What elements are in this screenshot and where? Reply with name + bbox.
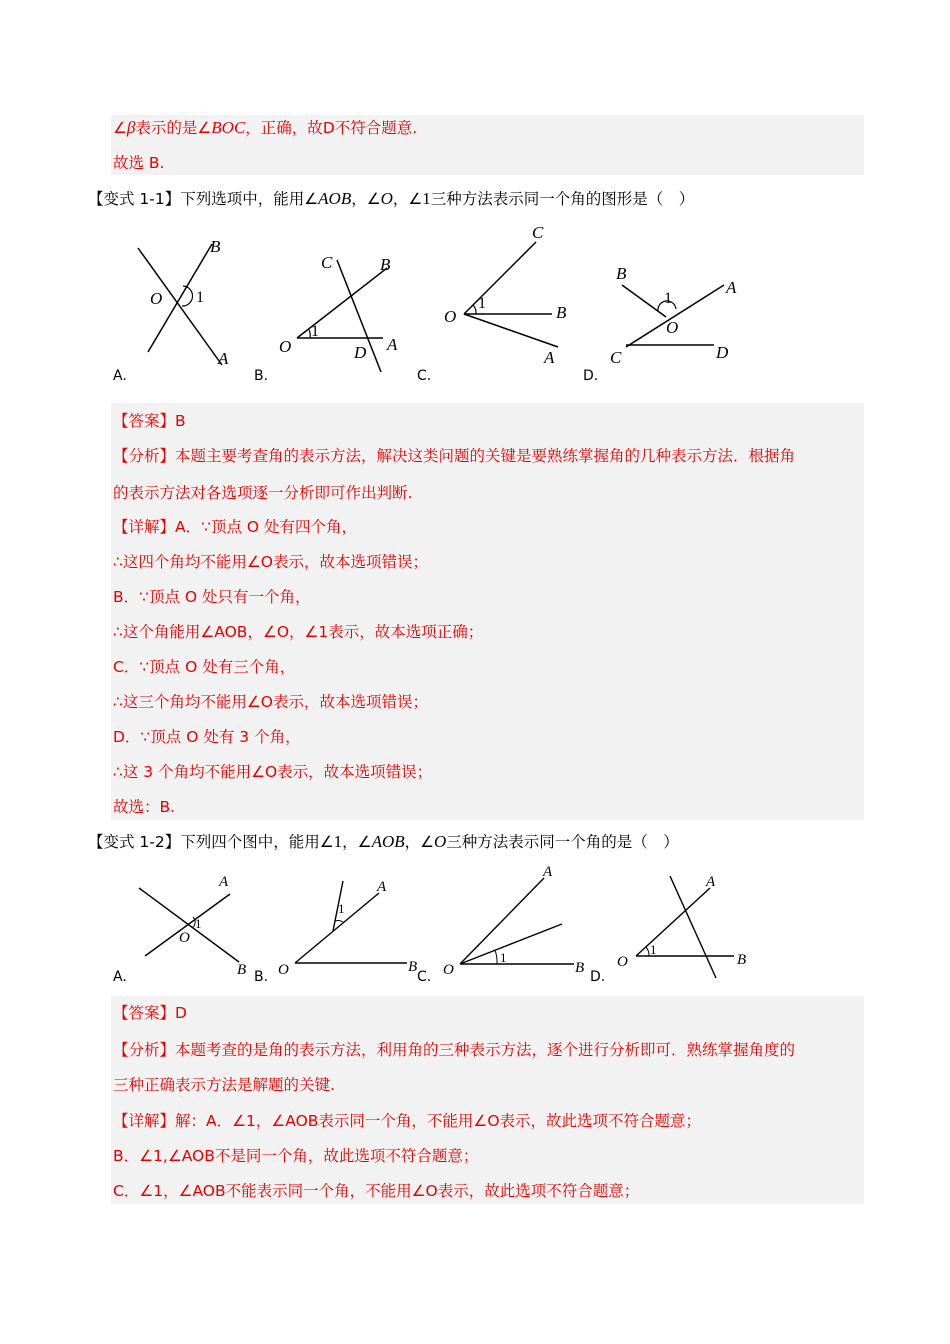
label-C: C: [532, 223, 544, 242]
q1-option-a: A.: [113, 368, 127, 384]
a1-detail-1: 【详解】A．∵顶点 O 处有四个角，: [113, 518, 358, 536]
q1-figure-d: [608, 255, 748, 370]
a2-detail-3: C．∠1，∠AOB不能表示同一个角，不能用∠O表示，故此选项不符合题意；: [113, 1182, 640, 1200]
q2-figure-b: [275, 875, 425, 980]
label-1: 1: [500, 950, 507, 965]
answer-1-2-box: [111, 996, 864, 1204]
label-A: A: [218, 349, 229, 368]
prev-answer-line1: ∠β表示的是∠BOC，正确，故D不符合题意.: [113, 118, 418, 137]
a1-detail-4: ∴这个角能用∠AOB，∠O，∠1表示，故本选项正确；: [113, 623, 484, 641]
a2-analysis-2: 三种正确表示方法是解题的关键.: [113, 1076, 335, 1094]
label-O: O: [150, 289, 163, 308]
label-B: B: [408, 959, 418, 975]
label-C: C: [321, 253, 333, 272]
label-1: 1: [664, 290, 672, 307]
label-A: A: [544, 348, 555, 367]
q2-option-d: D.: [590, 969, 606, 985]
label-B: B: [575, 960, 585, 976]
a1-detail-6: ∴这三个角均不能用∠O表示，故本选项错误；: [113, 693, 428, 711]
label-1: 1: [650, 942, 657, 957]
label-O: O: [444, 307, 457, 326]
label-O: O: [666, 318, 679, 337]
a1-detail-5: C．∵顶点 O 处有三个角，: [113, 658, 296, 676]
label-C: C: [610, 348, 622, 367]
label-1: 1: [196, 289, 204, 306]
a1-detail-8: ∴这 3 个角均不能用∠O表示，故本选项错误；: [113, 763, 433, 781]
label-O: O: [617, 954, 628, 970]
q2-option-a: A.: [113, 969, 127, 985]
q2-option-c: C.: [417, 969, 432, 985]
prev-answer-line2: 故选 B.: [113, 154, 165, 172]
label-1: 1: [311, 323, 319, 340]
label-A: A: [387, 335, 398, 354]
label-D: D: [716, 343, 729, 362]
label-B: B: [556, 303, 567, 322]
label-A: A: [706, 874, 716, 890]
a1-detail-7: D．∵顶点 O 处有 3 个角，: [113, 728, 301, 746]
q2-figure-c: [440, 862, 595, 977]
label-D: D: [354, 343, 367, 362]
label-1: 1: [338, 901, 345, 916]
label-A: A: [543, 864, 553, 880]
label-B: B: [737, 952, 747, 968]
a1-analysis-2: 的表示方法对各选项逐一分析即可作出判断.: [113, 484, 413, 502]
a2-detail-1: 【详解】解：A．∠1，∠AOB表示同一个角，不能用∠O表示，故此选项不符合题意；: [113, 1112, 702, 1130]
label-B: B: [210, 237, 221, 256]
question-1-1: 【变式 1-1】下列选项中，能用∠AOB，∠O，∠1三种方法表示同一个角的图形是（ ）: [88, 189, 695, 208]
a1-detail-9: 故选：B.: [113, 798, 176, 816]
label-1: 1: [478, 295, 486, 312]
a1-answer: 【答案】B: [113, 412, 186, 430]
label-O: O: [179, 930, 190, 946]
q1-figure-a: [130, 228, 240, 368]
q2-figure-d: [612, 870, 757, 982]
q2-figure-a: [135, 870, 260, 982]
q1-option-b: B.: [254, 368, 269, 384]
label-B: B: [380, 255, 391, 274]
a2-detail-2: B．∠1,∠AOB不是同一个角，故此选项不符合题意；: [113, 1147, 479, 1165]
a1-detail-2: ∴这四个角均不能用∠O表示，故本选项错误；: [113, 553, 428, 571]
label-O: O: [278, 962, 289, 978]
label-B: B: [616, 264, 627, 283]
q1-figure-b: [275, 250, 410, 375]
label-A: A: [726, 278, 737, 297]
label-O: O: [443, 962, 454, 977]
q1-option-d: D.: [583, 368, 599, 384]
q1-figure-c: [440, 222, 580, 367]
a2-analysis-1: 【分析】本题考查的是角的表示方法，利用角的三种表示方法，逐个进行分析即可．熟练掌握角度的: [113, 1041, 796, 1059]
question-1-2: 【变式 1-2】下列四个图中，能用∠1，∠AOB，∠O三种方法表示同一个角的是（ ）: [88, 832, 679, 851]
label-A: A: [219, 874, 229, 890]
a1-analysis-1: 【分析】本题主要考查角的表示方法，解决这类问题的关键是要熟练掌握角的几种表示方法．根据角: [113, 447, 796, 465]
a1-detail-3: B．∵顶点 O 处只有一个角，: [113, 588, 311, 606]
label-O: O: [279, 337, 292, 356]
q1-option-c: C.: [417, 368, 432, 384]
a2-answer: 【答案】D: [113, 1004, 187, 1022]
label-A: A: [377, 879, 387, 895]
label-1: 1: [195, 916, 202, 931]
label-B: B: [237, 962, 247, 978]
q2-option-b: B.: [254, 969, 269, 985]
